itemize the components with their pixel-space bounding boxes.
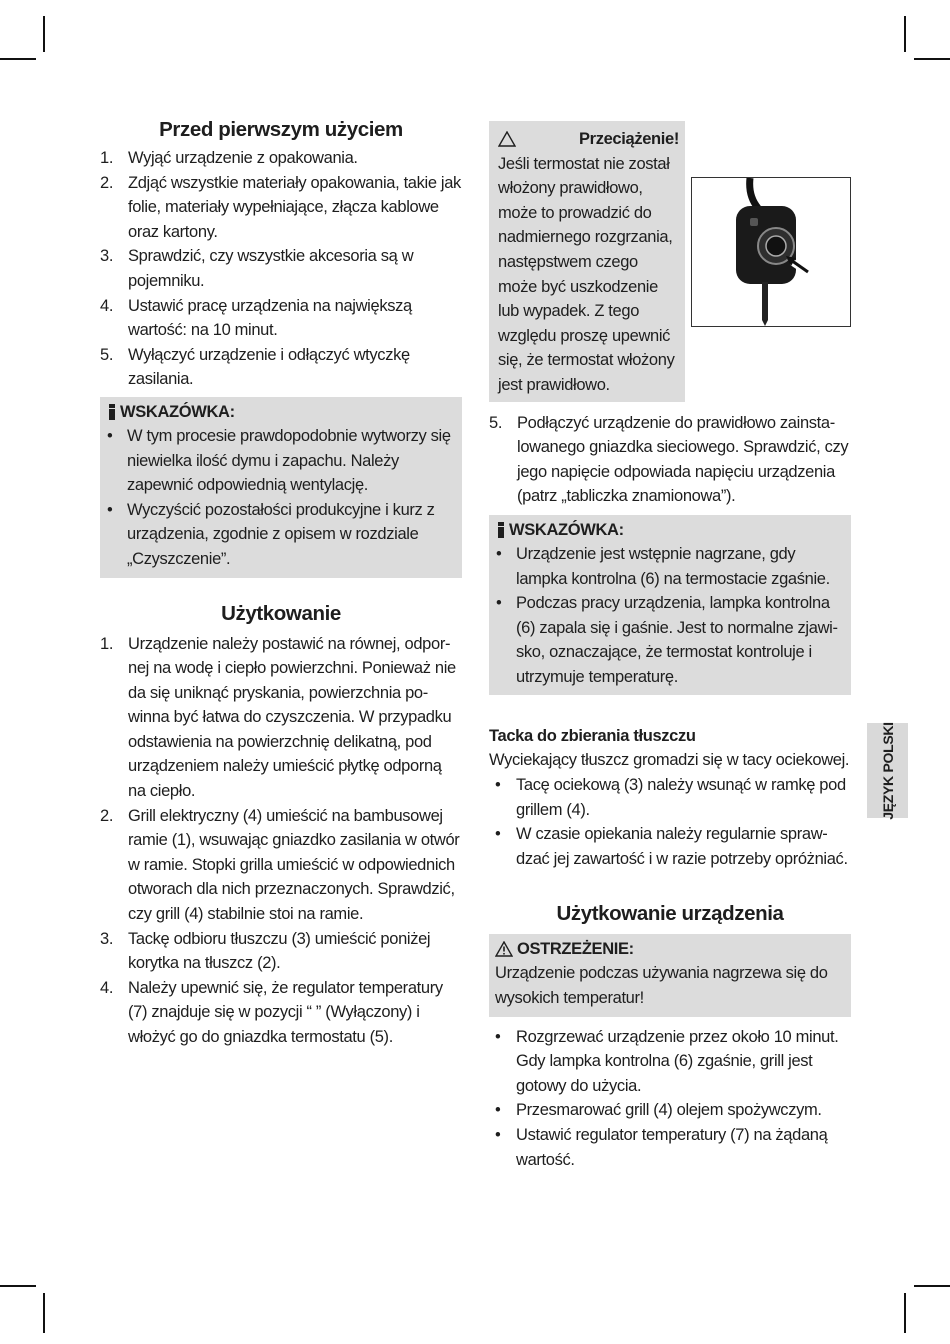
bullet-dot: • bbox=[495, 1101, 501, 1120]
step-number: 2. bbox=[100, 806, 114, 825]
right-column bbox=[489, 121, 851, 1172]
bullet-text: W tym procesie prawdopodobnie wytworzy się niewielka ilość dymu i zapachu. Należy zapewnić odpowiednią wentylację. bbox=[127, 426, 451, 495]
device-usage-bullets bbox=[489, 1025, 851, 1173]
step-text: Podłączyć urządzenie do prawidłowo zainstalowanego gniazdka sieciowego. Sprawdzić, czy jego napięcie odpowiada napięciu urządzenia (patrz „tabliczka znamionowa”). bbox=[517, 413, 849, 506]
overload-title: Przeciążenie! bbox=[578, 130, 679, 148]
bullet-text: Tacę ociekową (3) należy wsunąć w ramkę pod grillem (4). bbox=[516, 776, 846, 819]
bullet-text: W czasie opiekania należy regularnie sprawdzać jej zawartość i w razie potrzeby opróżniać. bbox=[516, 825, 848, 868]
thermostat-photo bbox=[691, 177, 851, 327]
warning-title-text: OSTRZEŻENIE: bbox=[517, 940, 634, 959]
bullet-dot: • bbox=[496, 594, 502, 613]
bullet-text: Przesmarować grill (4) olejem spożywczym. bbox=[516, 1101, 822, 1120]
crop-mark bbox=[914, 58, 950, 60]
list-item bbox=[489, 1025, 851, 1099]
crop-mark bbox=[43, 16, 45, 52]
warning-triangle-icon bbox=[498, 131, 516, 147]
note-title bbox=[496, 518, 843, 542]
section-title-before-first-use: Przed pierwszym użyciem bbox=[159, 118, 403, 141]
crop-mark bbox=[0, 1285, 36, 1287]
info-icon bbox=[107, 403, 117, 421]
connect-step bbox=[489, 411, 851, 509]
step-text: Tackę odbioru tłuszczu (3) umieścić poniżej korytka na tłuszcz (2). bbox=[128, 929, 431, 973]
list-item bbox=[100, 294, 462, 343]
bullet-text: Urządzenie jest wstępnie nagrzane, gdy lampka kontrolna (6) na termostacie zgaśnie. bbox=[516, 544, 830, 588]
note-title bbox=[107, 400, 454, 424]
grease-tray-text: Wyciekający tłuszcz gromadzi się w tacy ociekowej. bbox=[489, 751, 850, 770]
bullet-dot: • bbox=[496, 544, 502, 563]
usage-steps bbox=[100, 632, 462, 1050]
list-item bbox=[107, 498, 454, 572]
list-item bbox=[489, 822, 851, 871]
bullet-text: Podczas pracy urządzenia, lampka kontrolna (6) zapala się i gaśnie. Jest to normalne zjawisko, oznaczające, że termostat kontroluje i utrzymuje temperaturę. bbox=[516, 594, 838, 686]
note-bullets bbox=[496, 542, 843, 690]
thermostat-illustration bbox=[692, 178, 850, 326]
step-number: 5. bbox=[100, 345, 114, 364]
before-first-use-steps bbox=[100, 146, 462, 392]
warning-box bbox=[489, 934, 851, 1016]
list-item bbox=[489, 1098, 851, 1123]
section-title-usage: Użytkowanie bbox=[221, 601, 341, 625]
list-item bbox=[100, 146, 462, 171]
step-text: Wyjąć urządzenie z opakowania. bbox=[128, 149, 358, 167]
bullet-dot: • bbox=[495, 776, 501, 795]
warning-triangle-icon bbox=[495, 941, 513, 957]
bullet-text: Wyczyścić pozostałości produkcyjne i kurz z urządzenia, zgodnie z opisem w rozdziale „Czyszczenie”. bbox=[127, 500, 435, 568]
overload-header bbox=[498, 127, 679, 152]
warning-title bbox=[495, 937, 843, 961]
overload-text: Jeśli termostat nie został włożony prawidłowo, może to prowadzić do nadmiernego rozgrzania, następstwem czego może być uszkodzenie lub wypadek. Z tego względu proszę upewnić się, że termostat włożony jest prawidłowo. bbox=[498, 154, 675, 394]
list-item bbox=[489, 773, 851, 822]
list-item bbox=[107, 424, 454, 498]
list-item bbox=[100, 343, 462, 392]
grease-tray-bullets bbox=[489, 773, 851, 871]
crop-mark bbox=[904, 16, 906, 52]
crop-mark bbox=[0, 58, 36, 60]
left-column bbox=[100, 116, 462, 1050]
note-title-text: WSKAZÓWKA: bbox=[509, 520, 624, 539]
step-number: 3. bbox=[100, 247, 114, 266]
step-number: 3. bbox=[100, 929, 114, 948]
list-item bbox=[496, 542, 843, 591]
bullet-text: Rozgrzewać urządzenie przez około 10 minut. Gdy lampka kontrolna (6) zgaśnie, grill jest gotowy do użycia. bbox=[516, 1027, 839, 1095]
overload-warning-box bbox=[489, 121, 685, 402]
crop-mark bbox=[904, 1293, 906, 1333]
list-item bbox=[489, 411, 851, 509]
list-item bbox=[100, 927, 462, 976]
step-text: Sprawdzić, czy wszystkie akcesoria są w pojemniku. bbox=[128, 247, 414, 290]
step-text: Zdjąć wszystkie materiały opakowania, takie jak folie, materiały wypełniające, złącza kablowe oraz kartony. bbox=[128, 173, 461, 241]
step-number: 4. bbox=[100, 978, 114, 997]
list-item bbox=[100, 804, 462, 927]
bullet-dot: • bbox=[495, 825, 501, 844]
step-text: Grill elektryczny (4) umieścić na bambusowej ramie (1), wsuwając gniazdko zasilania w otwór w ramie. Stopki grilla umieścić w odpowiednich otworach dla nich przeznaczonych. Sprawdzić, czy grill (4) stabilnie stoi na ramie. bbox=[128, 806, 460, 924]
step-number: 2. bbox=[100, 173, 114, 192]
note-box bbox=[489, 515, 851, 696]
subsection-title-grease-tray: Tacka do zbierania tłuszczu bbox=[489, 727, 696, 746]
list-item bbox=[100, 244, 462, 293]
step-text: Należy upewnić się, że regulator temperatury (7) znajduje się w pozycji “ ” (Wyłączony) i włożyć go do gniazdka termostatu (5). bbox=[128, 978, 443, 1046]
bullet-dot: • bbox=[107, 426, 113, 445]
list-item bbox=[100, 632, 462, 804]
list-item bbox=[489, 1123, 851, 1172]
crop-mark bbox=[43, 1293, 45, 1333]
warning-text: Urządzenie podczas używania nagrzewa się do wysokich temperatur! bbox=[495, 964, 828, 1008]
step-number: 1. bbox=[100, 149, 114, 167]
bullet-dot: • bbox=[107, 500, 113, 519]
step-number: 1. bbox=[100, 634, 114, 653]
note-title-text: WSKAZÓWKA: bbox=[120, 402, 235, 421]
step-number: 4. bbox=[100, 296, 114, 315]
step-text: Urządzenie należy postawić na równej, odpornej na wodę i ciepło powierzchni. Ponieważ nie da się uniknąć pryskania, powierzchnia powinna być łatwa do czyszczenia. W przypadku odstawienia na powierzchnię delikatną, pod urządzeniem należy umieścić płytkę odporną na ciepło. bbox=[128, 634, 456, 801]
info-icon bbox=[496, 521, 506, 539]
note-bullets bbox=[107, 424, 454, 572]
note-box bbox=[100, 397, 462, 578]
language-tab bbox=[867, 723, 908, 818]
overload-row bbox=[489, 121, 851, 402]
list-item bbox=[100, 171, 462, 245]
section-title-device-usage: Użytkowanie urządzenia bbox=[556, 902, 784, 926]
bullet-dot: • bbox=[495, 1027, 501, 1046]
crop-mark bbox=[914, 1285, 950, 1287]
language-tab-label: JĘZYK POLSKI bbox=[879, 721, 896, 820]
step-text: Wyłączyć urządzenie i odłączyć wtyczkę zasilania. bbox=[128, 345, 410, 389]
list-item bbox=[100, 976, 462, 1050]
list-item bbox=[496, 591, 843, 689]
step-number: 5. bbox=[489, 413, 503, 432]
bullet-dot: • bbox=[495, 1126, 501, 1144]
bullet-text: Ustawić regulator temperatury (7) na żądaną wartość. bbox=[516, 1126, 828, 1169]
step-text: Ustawić pracę urządzenia na największą wartość: na 10 minut. bbox=[128, 296, 412, 340]
